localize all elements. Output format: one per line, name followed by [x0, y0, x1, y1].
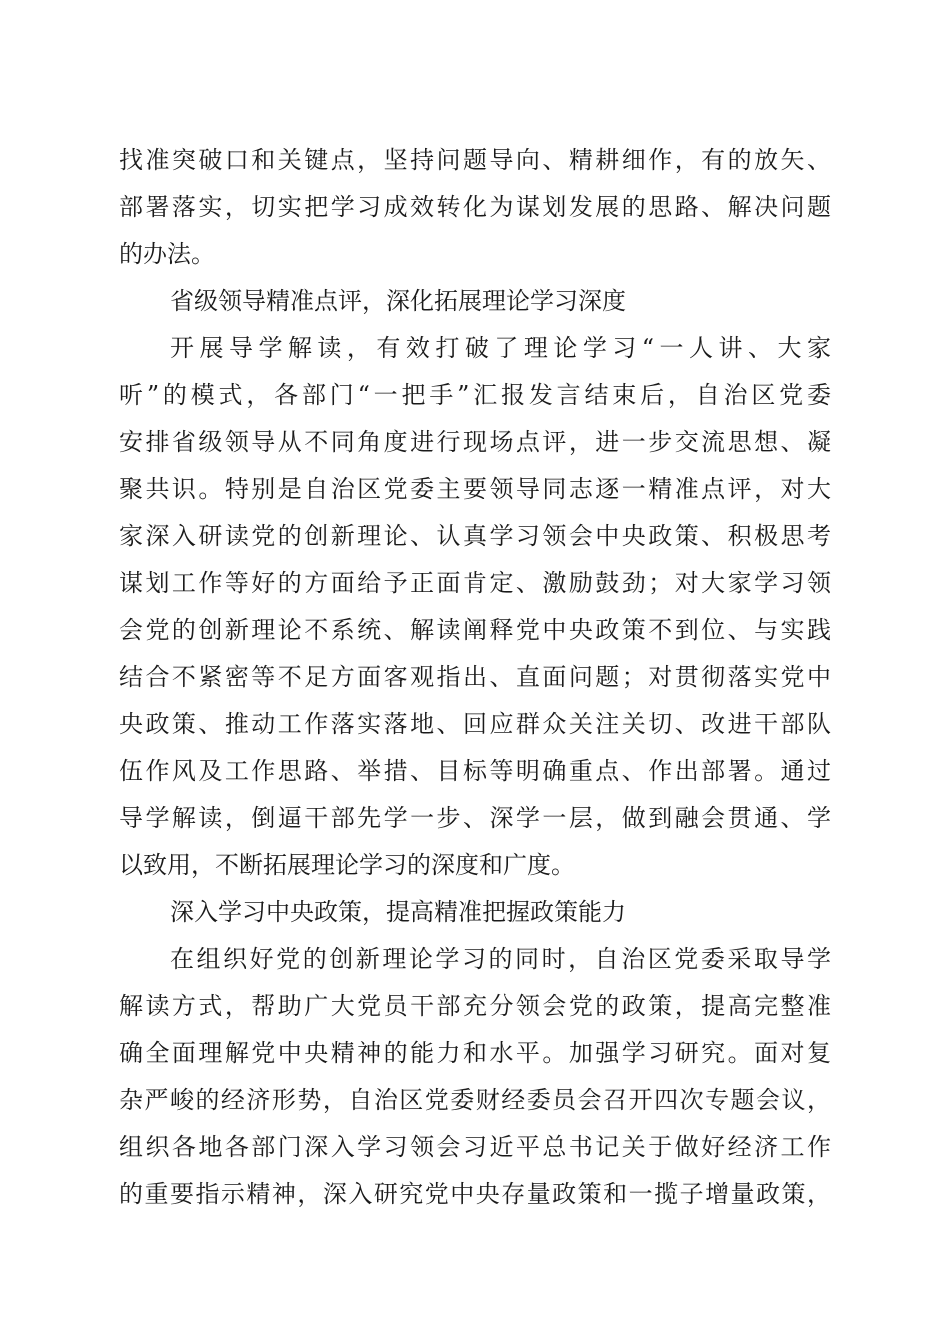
body-text-line: 家深入研读党的创新理论、认真学习领会中央政策、积极思考 [119, 522, 831, 550]
body-text-line: 组织各地各部门深入学习领会习近平总书记关于做好经济工作 [119, 1133, 831, 1161]
body-text-line: 伍作风及工作思路、举措、目标等明确重点、作出部署。通过 [119, 757, 831, 785]
body-text-line: 的办法。 [119, 240, 215, 268]
section-heading: 深入学习中央政策，提高精准把握政策能力 [170, 898, 626, 926]
body-text-line: 以致用，不断拓展理论学习的深度和广度。 [119, 851, 575, 879]
section-heading: 省级领导精准点评，深化拓展理论学习深度 [170, 287, 626, 315]
body-text-line: 央政策、推动工作落实落地、回应群众关注关切、改进干部队 [119, 710, 831, 738]
body-text-line: 解读方式，帮助广大党员干部充分领会党的政策，提高完整准 [119, 992, 831, 1020]
body-text-line: 找准突破口和关键点，坚持问题导向、精耕细作，有的放矢、 [119, 146, 831, 174]
body-text-line: 会党的创新理论不系统、解读阐释党中央政策不到位、与实践 [119, 616, 831, 644]
body-text-line: 听”的模式，各部门“一把手”汇报发言结束后，自治区党委 [119, 381, 831, 409]
body-text-line: 安排省级领导从不同角度进行现场点评，进一步交流思想、凝 [119, 428, 831, 456]
body-text-line: 开展导学解读，有效打破了理论学习“一人讲、大家 [170, 334, 831, 362]
body-text-line: 的重要指示精神，深入研究党中央存量政策和一揽子增量政策， [119, 1180, 831, 1208]
body-text-line: 杂严峻的经济形势，自治区党委财经委员会召开四次专题会议， [119, 1086, 831, 1114]
body-text-line: 聚共识。特别是自治区党委主要领导同志逐一精准点评，对大 [119, 475, 831, 503]
body-text-line: 确全面理解党中央精神的能力和水平。加强学习研究。面对复 [119, 1039, 831, 1067]
body-text-line: 谋划工作等好的方面给予正面肯定、激励鼓劲；对大家学习领 [119, 569, 831, 597]
body-text-line: 部署落实，切实把学习成效转化为谋划发展的思路、解决问题 [119, 193, 831, 221]
body-text-line: 在组织好党的创新理论学习的同时，自治区党委采取导学 [170, 945, 831, 973]
body-text-line: 导学解读，倒逼干部先学一步、深学一层，做到融会贯通、学 [119, 804, 831, 832]
body-text-line: 结合不紧密等不足方面客观指出、直面问题；对贯彻落实党中 [119, 663, 831, 691]
